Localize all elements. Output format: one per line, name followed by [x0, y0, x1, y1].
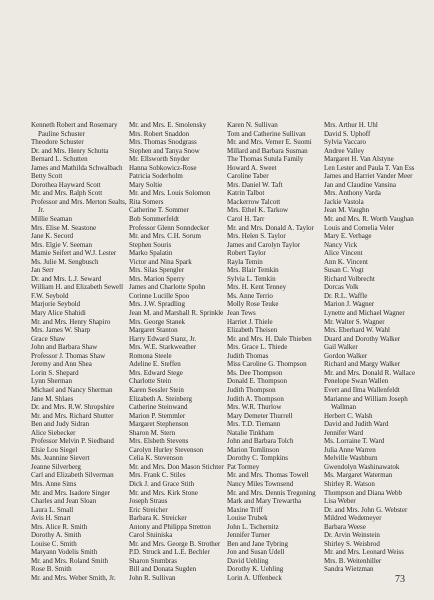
donor-name: Dick J. and Grace Stith	[129, 479, 195, 488]
donor-name: Ben and Judy Sidran	[31, 420, 90, 429]
donor-name: Sharon Stumbras	[129, 556, 178, 565]
donor-name: Mrs. Alice R. Smith	[31, 522, 88, 531]
donor-name: Jean M. and Marshall R. Sprinkle	[129, 309, 224, 318]
donor-name: Carl and Elizabeth Silverman	[31, 471, 114, 480]
donor-name: Mr. and Mrs. Roland Smith	[31, 556, 109, 565]
donor-name: Mrs. Blair Temkin	[227, 266, 279, 275]
donor-name: Carolyn Hurley Stevenson	[129, 445, 204, 454]
donor-name: Sylvia Vaccaro	[324, 138, 367, 147]
donor-name: Mr. Walter S. Wagner	[324, 317, 385, 326]
donor-name: Herbert C. Walsh	[324, 411, 373, 420]
donor-name: Miss Caroline G. Thompson	[227, 360, 307, 369]
donor-name: James and Charlotte Spohn	[129, 283, 206, 292]
donor-name: Ben and Jane Tybring	[227, 539, 289, 548]
donor-name: Dr. R.L. Waffle	[324, 291, 368, 300]
donor-column-3	[227, 121, 323, 583]
donor-name: Jane M. Shlaes	[31, 394, 74, 403]
donor-name: Judith Thomas	[227, 351, 269, 360]
donor-name: John and Barbara Shaw	[31, 343, 98, 352]
donor-name: Mrs. J.W. Spradling	[129, 300, 185, 309]
donor-name: Elsie Lou Siegel	[31, 445, 78, 454]
donor-name: Hanna Sobkowicz-Rose	[129, 163, 197, 172]
donor-name: Mrs. Elsbeth Stevens	[129, 437, 189, 446]
donor-name: Dr. and Mrs. John G. Webster	[324, 505, 408, 514]
donor-name: Professor J. Thomas Shaw	[31, 351, 106, 360]
donor-name: Dr. Arvin Weinstein	[324, 531, 380, 540]
donor-name: Catherine Steinwand	[129, 403, 188, 412]
donor-name: Ms. Anne Terrio	[227, 291, 273, 300]
donor-name: Mildred Wedemeyer	[324, 514, 382, 523]
donor-name: Eric Streicher	[129, 505, 168, 514]
donor-name: Mrs. Daniel W. Taft	[227, 180, 283, 189]
donor-name: Marion P. Stemmler	[129, 411, 186, 420]
donor-name: Margaret Stephenson	[129, 420, 189, 429]
donor-name: Bernard L. Schutten	[31, 155, 88, 164]
donor-name: Mrs. George Stanek	[129, 317, 186, 326]
donor-name: Jan Serr	[31, 266, 54, 275]
donor-name: Dorothy K. Uehling	[227, 565, 284, 574]
donor-name: Alice Vincent	[324, 249, 363, 258]
donor-name: Mrs. W.E. Starkweather	[129, 343, 197, 352]
donor-name: Mary Alice Shahidi	[31, 309, 86, 318]
donor-name: Mrs. Thomas Snodgrass	[129, 138, 197, 147]
donor-name: Nancy Miles Townsend	[227, 479, 294, 488]
donor-name: Antony and Philippa Stretton	[129, 522, 211, 531]
donor-name: Gwendolyn Washinawatok	[324, 462, 400, 471]
donor-name: Mrs. Grace L. Thiede	[227, 343, 288, 352]
donor-name: Dorothy C. Tompkins	[227, 454, 289, 463]
donor-name: Rayla Temin	[227, 257, 263, 266]
donor-name: Mary Demeter Thurrell	[227, 411, 293, 420]
donor-name: Tom and Catherine Sullivan	[227, 129, 306, 138]
donor-name: Mrs. Marion Sperry	[129, 274, 185, 283]
donor-name: David Uehling	[227, 556, 269, 565]
page-number: 73	[395, 574, 405, 585]
donor-name: Michael and Nancy Sherman	[31, 385, 113, 394]
donor-name: Charlotte Stein	[129, 377, 172, 386]
donor-name: Millie Seaman	[31, 215, 73, 224]
donor-name: Stephen and Tanya Snow	[129, 146, 200, 155]
donor-name: Mr. and Mrs. Henry Shapiro	[31, 317, 111, 326]
donor-name: Joseph Straus	[129, 497, 168, 506]
donor-name: Mrs. W.R. Thurlow	[227, 403, 282, 412]
donor-name: Maxine Triff	[227, 505, 263, 514]
donor-name: Lorin S. Shepard	[31, 368, 79, 377]
donor-name: Mrs. Anne Sims	[31, 479, 77, 488]
donor-name: Len Lester and Paula T. Van Ess	[324, 163, 415, 172]
donor-name: Harriet J. Thiele	[227, 317, 273, 326]
donor-name: Judith Thompson	[227, 385, 276, 394]
donor-name: Mary Soltie	[129, 180, 163, 189]
donor-name: Dr. and Mrs. Henry Schutta	[31, 146, 109, 155]
donor-name: Kenneth Robert and Rosemary Pauline Schuster	[31, 121, 118, 138]
donor-name: Rita Somers	[129, 197, 164, 206]
donor-name: Jeanne Silverberg	[31, 462, 81, 471]
donor-name: Ms. Lorraine T. Ward	[324, 437, 385, 446]
donor-name: Mr. and Mrs. Verner E. Suomi	[227, 138, 312, 147]
donor-name: Dorcas Volk	[324, 283, 359, 292]
donor-name: Jackie Vastola	[324, 197, 364, 206]
donor-name: Sharon M. Stern	[129, 428, 176, 437]
donor-name: Mr. and Mrs. Ralph Scott	[31, 189, 103, 198]
donor-name: Jennifer Ward	[324, 428, 364, 437]
donor-name: Robert Taylor	[227, 249, 266, 258]
donor-name: Thompson and Diana Webb	[324, 488, 403, 497]
donor-name: Natalie Tinkham	[227, 428, 274, 437]
donor-name: Mr. and Mrs. H. Dale Thieben	[227, 334, 312, 343]
donor-name: Lynn Sherman	[31, 377, 73, 386]
donor-name: Melville Washburn	[324, 454, 378, 463]
donor-name: Ms. Dee Thompson	[227, 368, 283, 377]
donor-name: Andree Valley	[324, 146, 365, 155]
donor-name: The Thomas Sutula Family	[227, 155, 304, 164]
donor-name: Millard and Barbara Susman	[227, 146, 308, 155]
donor-name: Harry Edward Stanz, Jr.	[129, 334, 197, 343]
donor-name: James and Carolyn Taylor	[227, 240, 301, 249]
donor-name: Nancy Vick	[324, 240, 358, 249]
donor-name: Mrs. T.D. Tiemann	[227, 420, 281, 429]
donor-name: Gordon Walker	[324, 351, 368, 360]
donor-name: Louis and Cornelia Veler	[324, 223, 395, 232]
donor-name: Ms. Julie M. Sengbusch	[31, 257, 99, 266]
donor-name: Judith A. Thompson	[227, 394, 284, 403]
donor-name: Ms. Margaret Waterman	[324, 471, 393, 480]
donor-name: Mrs. Silas Spengler	[129, 266, 185, 275]
donor-name: David and Judith Ward	[324, 420, 389, 429]
donor-name: Marion J. Wagner	[324, 300, 375, 309]
donor-name: Marko Spalatin	[129, 249, 173, 258]
donor-name: Elizabeth A. Steinberg	[129, 394, 193, 403]
donor-name: Jean M. Vaughn	[324, 206, 370, 215]
donor-name: Mr. and Mrs. C.H. Sorum	[129, 232, 201, 241]
donor-name: Mr. and Mrs. George B. Strother	[129, 539, 221, 548]
donor-name: Mr. Ellsworth Snyder	[129, 155, 190, 164]
donor-name: Bill and Donata Sugden	[129, 565, 197, 574]
donor-name: John and Barbara Tolch	[227, 437, 294, 446]
donor-name: Corinne Lucille Spoo	[129, 291, 190, 300]
donor-name: Caroline Taber	[227, 172, 269, 181]
donor-name: Barbara Weese	[324, 522, 366, 531]
donor-column-2	[129, 121, 225, 583]
donor-column-1	[31, 121, 127, 583]
donor-name: Mrs. H. Kent Tenney	[227, 283, 287, 292]
donor-name: Gail Walker	[324, 343, 358, 352]
donor-name: William H. and Elizabeth Sewell	[31, 283, 124, 292]
donor-name: Dr. and Mrs. R.W. Shropshire	[31, 403, 115, 412]
donor-name: Mrs. Eberhard W. Wahl	[324, 326, 390, 335]
donor-name: Theodore Schuster	[31, 138, 84, 147]
donor-name: Evert and Ilma Wallenfeldt	[324, 385, 400, 394]
donor-name: Lisa Weber	[324, 497, 356, 506]
donor-name: Pat Tormey	[227, 462, 260, 471]
donor-name: Professor Glenn Sonndecker	[129, 223, 210, 232]
donor-name: Mrs. B. Weitenhiller	[324, 556, 382, 565]
donor-name: Laura L. Small	[31, 505, 74, 514]
donor-name: Lynette and Michael Wagner	[324, 309, 405, 318]
donor-name: Julia Anne Warren	[324, 445, 376, 454]
donor-name: Duard and Dorothy Walker	[324, 334, 401, 343]
donor-name: Ms. Jeannine Sievert	[31, 454, 90, 463]
donor-name: Richard Volbrecht	[324, 274, 375, 283]
donor-name: Shirley R. Watson	[324, 479, 375, 488]
donor-name: Marianne and William Joseph Wallman	[324, 394, 408, 412]
donor-name: Mrs. Elise M. Seastone	[31, 223, 97, 232]
donor-name: Mrs. Ethel K. Tarkow	[227, 206, 289, 215]
donor-name: Barbara K. Streicker	[129, 514, 187, 523]
donor-name: Mark and Mary Trewartha	[227, 497, 302, 506]
donor-name: Celia K. Stevenson	[129, 454, 183, 463]
donor-name: Grace Shaw	[31, 334, 66, 343]
donor-name: Rose B. Smith	[31, 565, 72, 574]
donor-name: Mr. and Mrs. R. Worth Vaughan	[324, 215, 414, 224]
donor-name: Professor Melvin P. Siedband	[31, 437, 114, 446]
donor-name: James and Mathilda Schwalbach	[31, 163, 123, 172]
donor-name: Maryann Vodelis Smith	[31, 548, 98, 557]
donor-name: Mr. and Mrs. Don Mason Stichter	[129, 462, 224, 471]
donor-name: David S. Uphoff	[324, 129, 371, 138]
donor-name: Louise C. Smith	[31, 539, 77, 548]
donor-name: Dorothea Hayward Scott	[31, 180, 101, 189]
donor-name: Mr. and Mrs. Kirk Stone	[129, 488, 198, 497]
donor-name: Sandra Wietzman	[324, 565, 374, 574]
donor-name: Jon and Susan Udell	[227, 548, 285, 557]
donor-name: Mamie Seifert and W.J. Lester	[31, 249, 117, 258]
donor-name: Mr. and Mrs. Donald R. Wallace	[324, 368, 416, 377]
donor-name: Betty Scott	[31, 172, 63, 181]
donor-name: Molly Rose Teuke	[227, 300, 279, 309]
donor-name: Mrs. Helen S. Taylor	[227, 232, 286, 241]
donor-name: Mrs. Frank C. Stiles	[129, 471, 186, 480]
donor-name: Karen Sessler Stein	[129, 385, 184, 394]
donor-name: Karen N. Sullivan	[227, 121, 278, 129]
donor-name: Jan and Claudine Vansina	[324, 180, 396, 189]
donor-name: Avis H. Smart	[31, 514, 71, 523]
donor-name: John R. Sullivan	[129, 573, 176, 582]
donor-name: Howard A. Sweet	[227, 163, 277, 172]
donor-name: Mr. and Mrs. Leonard Weiss	[324, 548, 404, 557]
donor-name: Mrs. Anthony Varda	[324, 189, 381, 198]
donor-name: Professor and Mrs. Merton Sealts, Jr.	[31, 197, 127, 215]
donor-name: Mrs. James W. Sharp	[31, 326, 91, 335]
donor-name: Mr. and Mrs. Thomas Towell	[227, 471, 309, 480]
donor-name: Penelope Swan Wallen	[324, 377, 389, 386]
donor-name: Mrs. Elgie V. Seeman	[31, 240, 92, 249]
donor-name: Victor and Nina Spark	[129, 257, 192, 266]
donor-name: Carol H. Tarr	[227, 215, 265, 224]
donor-name: Adeline E. Steffen	[129, 360, 181, 369]
donor-name: Marion Tomlinson	[227, 445, 280, 454]
donor-name: Marjorie Seybold	[31, 300, 81, 309]
donor-name: Shirley S. Weisbrod	[324, 539, 380, 548]
donor-name: Sylvia L. Temkin	[227, 274, 276, 283]
donor-name: Susan C. Vogt	[324, 266, 364, 275]
donor-name: Mr. and Mrs. Dennis Tregoning	[227, 488, 316, 497]
donor-name: Lorin A. Uffenbeck	[227, 573, 282, 582]
donor-name: James and Harriet Vander Meer	[324, 172, 413, 181]
donor-name: Mrs. Robert Snaddon	[129, 129, 190, 138]
donor-name: Jeremy and Ann Shea	[31, 360, 92, 369]
donor-name: Mackerrow Talcott	[227, 197, 281, 206]
donor-name: Charles and Jean Sloan	[31, 497, 97, 506]
donor-name: Mr. and Mrs. Donald A. Taylor	[227, 223, 314, 232]
donor-column-4	[324, 121, 420, 574]
donor-name: Alice Siebecker	[31, 428, 76, 437]
donor-name: John L. Tschernitz	[227, 522, 279, 531]
donor-name: F.W. Seybold	[31, 291, 69, 300]
donor-name: Mrs. Edward Stege	[129, 368, 183, 377]
donor-name: Mr. and Mrs. Weber Smith, Jr.	[31, 573, 116, 582]
donor-name: Mr. and Mrs. Isadore Singer	[31, 488, 110, 497]
donor-name: Katrin Talbot	[227, 189, 265, 198]
donor-name: Mary E. Verhage	[324, 232, 372, 241]
donor-name: Dorothy A. Smith	[31, 531, 81, 540]
donor-name: Jennifer Turner	[227, 531, 270, 540]
donor-name: Mrs. Arthur H. Uhl	[324, 121, 378, 129]
donor-name: Ann K. Vincent	[324, 257, 368, 266]
donor-name: Mr. and Mrs. Richard Shutter	[31, 411, 114, 420]
donor-name: Mr. and Mrs. Louis Solomon	[129, 189, 211, 198]
donor-name: Patricia Soderholm	[129, 172, 183, 181]
donor-name: Donald E. Thompson	[227, 377, 287, 386]
donor-name: Mr. and Mrs. E. Smolensky	[129, 121, 207, 129]
donor-name: Elizabeth Theisen	[227, 326, 278, 335]
donor-name: Louise Trubek	[227, 514, 268, 523]
donor-name: Romona Steele	[129, 351, 172, 360]
donor-name: Catherine T. Sommer	[129, 206, 189, 215]
donor-name: Margaret H. Van Alstyne	[324, 155, 394, 164]
donor-name: Jean Tews	[227, 309, 256, 318]
donor-name: Stephen Souris	[129, 240, 172, 249]
donor-name: Richard and Margy Walker	[324, 360, 400, 369]
donor-name: Bob Sommerfeldt	[129, 215, 179, 224]
donor-name: Margaret Stanton	[129, 326, 178, 335]
donor-name: Jane K. Secord	[31, 232, 74, 241]
donor-name: Carol Stuiniska	[129, 531, 173, 540]
donor-name: P.D. Struck and L.E. Bechler	[129, 548, 210, 557]
donor-name: Dr. and Mrs. L.J. Seward	[31, 274, 102, 283]
